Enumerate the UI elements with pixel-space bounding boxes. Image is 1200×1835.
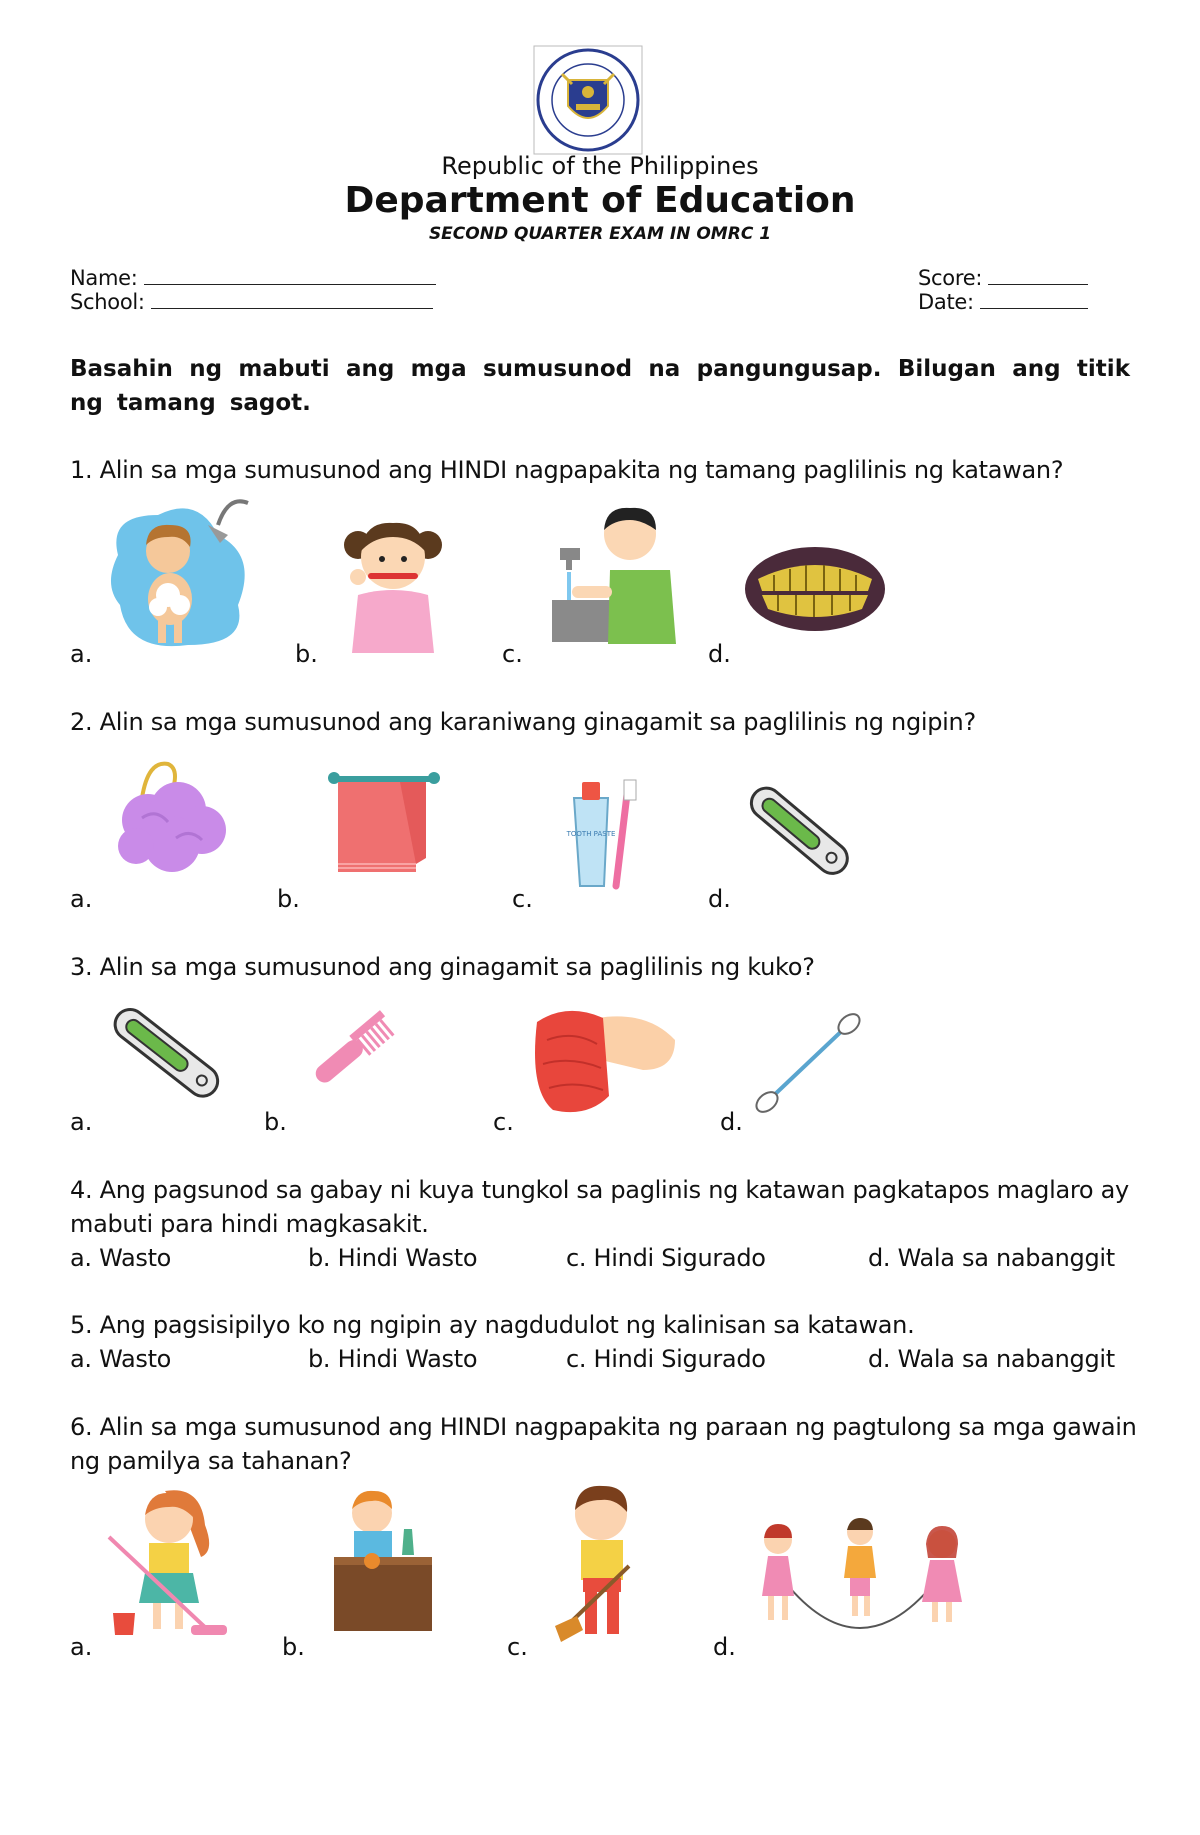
q5-choice-d[interactable]: d. Wala sa nabanggit [868, 1345, 1115, 1373]
q3-image-b-comb [305, 1000, 405, 1108]
q6-choice-c[interactable]: c. [507, 1633, 528, 1661]
school-label: School: [70, 290, 145, 314]
q3-choice-c[interactable]: c. [493, 1108, 514, 1136]
q2-image-a-bath-sponge [112, 758, 230, 878]
name-field[interactable] [70, 264, 436, 291]
q5-choice-a[interactable]: a. Wasto [70, 1345, 172, 1373]
exam-title: SECOND QUARTER EXAM IN OMRC 1 [428, 224, 772, 244]
q6-image-c-boy-sweeping [547, 1480, 652, 1646]
question-5-text: 5. Ang pagsisipilyo ko ng ngipin ay nagdudulot ng kalinisan sa katawan. [70, 1311, 915, 1339]
q3-image-c-hand-with-towel [527, 1000, 677, 1122]
score-field[interactable] [918, 264, 1088, 291]
q4-choice-c[interactable]: c. Hindi Sigurado [566, 1244, 766, 1272]
score-blank[interactable] [988, 264, 1088, 285]
school-field[interactable] [70, 288, 433, 315]
q2-choice-c[interactable]: c. [512, 885, 533, 913]
q1-choice-a[interactable]: a. [70, 640, 93, 668]
q1-image-b-girl-brushing [328, 505, 458, 659]
q6-choice-a[interactable]: a. [70, 1633, 93, 1661]
question-3-text: 3. Alin sa mga sumusunod ang ginagamit sa paglilinis ng kuko? [70, 953, 815, 981]
score-label: Score: [918, 266, 983, 290]
republic-heading: Republic of the Philippines [441, 152, 759, 180]
department-heading: Department of Education [344, 180, 856, 221]
q2-choice-b[interactable]: b. [277, 885, 300, 913]
name-label: Name: [70, 266, 138, 290]
q3-image-a-nail-file [112, 1000, 222, 1108]
date-field[interactable] [918, 288, 1088, 315]
q6-image-d-children-jumping-rope [750, 1518, 982, 1634]
q5-choice-c[interactable]: c. Hindi Sigurado [566, 1345, 766, 1373]
q4-choice-b[interactable]: b. Hindi Wasto [308, 1244, 478, 1272]
q1-image-d-dirty-teeth [744, 545, 886, 637]
q1-choice-b[interactable]: b. [295, 640, 318, 668]
q1-image-a-child-bathing [108, 495, 258, 659]
question-4-line-1: 4. Ang pagsunod sa gabay ni kuya tungkol sa paglinis ng katawan pagkatapos maglaro ay [70, 1176, 1129, 1204]
question-4-line-2: mabuti para hindi magkasakit. [70, 1210, 429, 1238]
q3-choice-a[interactable]: a. [70, 1108, 93, 1136]
q1-choice-c[interactable]: c. [502, 640, 523, 668]
q2-choice-a[interactable]: a. [70, 885, 93, 913]
school-blank[interactable] [151, 288, 433, 309]
q3-choice-b[interactable]: b. [264, 1108, 287, 1136]
name-blank[interactable] [144, 264, 436, 285]
q3-choice-d[interactable]: d. [720, 1108, 743, 1136]
q6-choice-d[interactable]: d. [713, 1633, 736, 1661]
q2-choice-d[interactable]: d. [708, 885, 731, 913]
q6-choice-b[interactable]: b. [282, 1633, 305, 1661]
q6-image-a-girl-mopping [105, 1485, 230, 1644]
q2-image-c-toothpaste-brush [568, 778, 648, 894]
q3-image-d-cotton-swab [755, 1012, 859, 1116]
q1-image-c-boy-washing-hands [550, 500, 680, 649]
q1-choice-d[interactable]: d. [708, 640, 731, 668]
instructions: Basahin ng mabuti ang mga sumusunod na pangungusap. Bilugan ang titik ng tamang sagot. [70, 356, 1130, 416]
q6-image-b-boy-cleaning-table [332, 1485, 434, 1637]
date-blank[interactable] [980, 288, 1088, 309]
q4-choice-a[interactable]: a. Wasto [70, 1244, 172, 1272]
q5-choice-b[interactable]: b. Hindi Wasto [308, 1345, 478, 1373]
q2-image-d-nail-file [748, 780, 852, 884]
q2-image-b-towel-on-rack [330, 768, 440, 884]
question-6-line-1: 6. Alin sa mga sumusunod ang HINDI nagpapakita ng paraan ng pagtulong sa mga gawain [70, 1413, 1137, 1441]
question-1-text: 1. Alin sa mga sumusunod ang HINDI nagpapakita ng tamang paglilinis ng katawan? [70, 456, 1064, 484]
question-6-line-2: ng pamilya sa tahanan? [70, 1447, 352, 1475]
date-label: Date: [918, 290, 974, 314]
question-2-text: 2. Alin sa mga sumusunod ang karaniwang ginagamit sa paglilinis ng ngipin? [70, 708, 976, 736]
deped-seal [532, 44, 644, 156]
toothpaste-label: TOOTH PASTE [566, 830, 616, 838]
q4-choice-d[interactable]: d. Wala sa nabanggit [868, 1244, 1115, 1272]
